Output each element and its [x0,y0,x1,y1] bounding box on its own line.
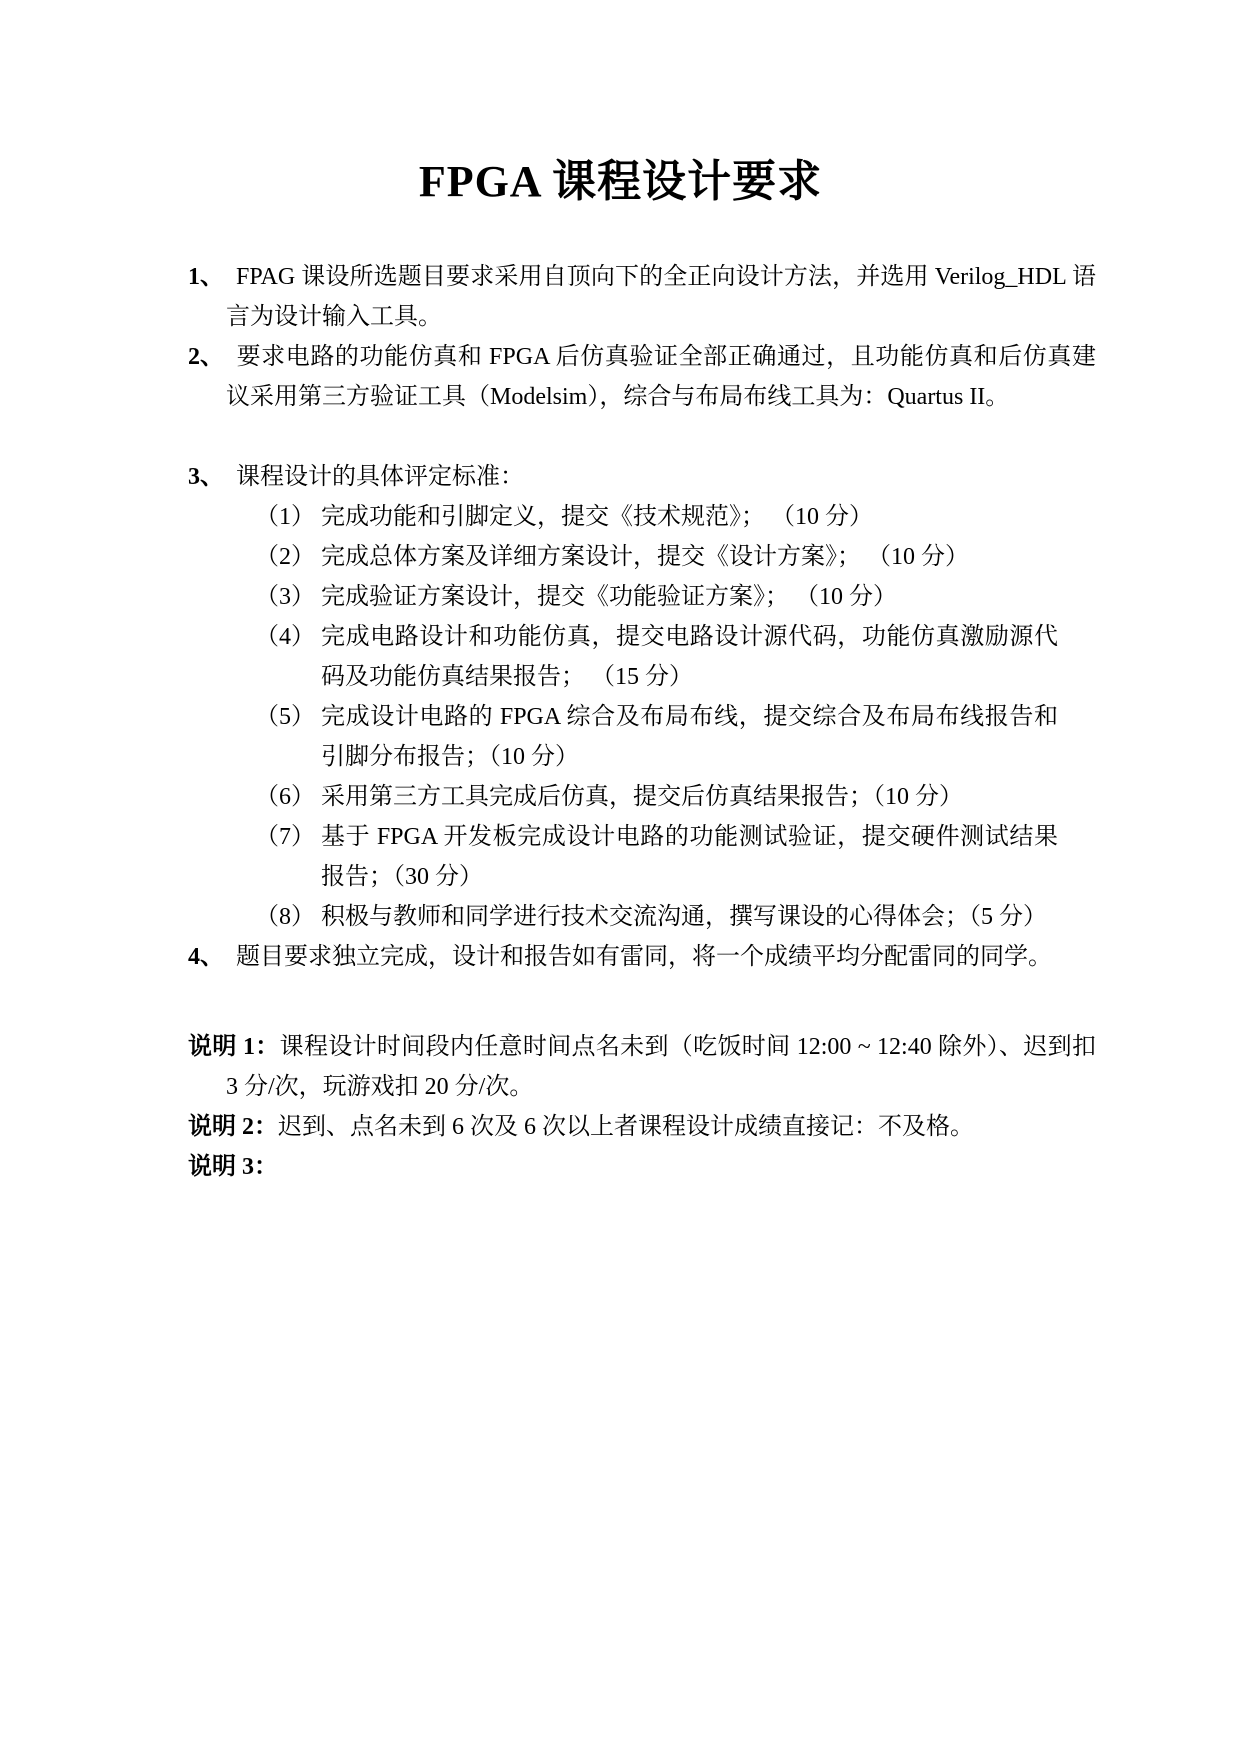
criteria-item-4 [255,617,1058,697]
requirement-text: FPAG 课设所选题目要求采用自顶向下的全正向设计方法，并选用 Verilog_HDL 语言为设计输入工具。 [226,264,1096,330]
requirement-number: 4、 [188,944,224,970]
note-item-3 [188,1147,1058,1187]
criteria-item-3 [255,577,1058,617]
criteria-label: （4） [255,624,315,650]
note-label: 说明 1： [188,1034,280,1060]
note-item-1 [188,1027,1096,1107]
criteria-item-6 [255,777,1058,817]
requirement-item-4 [188,937,1096,977]
requirement-number: 1、 [188,264,224,290]
criteria-text: 积极与教师和同学进行技术交流沟通，撰写课设的心得体会；（5 分） [321,904,1047,930]
criteria-text: 完成电路设计和功能仿真，提交电路设计源代码，功能仿真激励源代码及功能仿真结果报告； （15 分） [321,624,1058,690]
criteria-text: 采用第三方工具完成后仿真，提交后仿真结果报告；（10 分） [321,784,963,810]
note-text: 课程设计时间段内任意时间点名未到（吃饭时间 12:00 ~ 12:40 除外）、迟到扣 3 分/次，玩游戏扣 20 分/次。 [226,1034,1096,1100]
criteria-text: 完成总体方案及详细方案设计，提交《设计方案》； （10 分） [321,544,969,570]
requirement-item-1 [188,257,1096,337]
note-item-2 [188,1107,1058,1147]
criteria-text: 完成验证方案设计，提交《功能验证方案》； （10 分） [321,584,897,610]
criteria-item-1 [255,497,1058,537]
requirement-text: 要求电路的功能仿真和 FPGA 后仿真验证全部正确通过，且功能仿真和后仿真建议采用第三方验证工具（Modelsim），综合与布局布线工具为：Quartus II。 [226,344,1096,410]
criteria-label: （7） [255,824,315,850]
requirement-text: 课程设计的具体评定标准： [236,464,524,490]
note-label: 说明 2： [188,1114,278,1140]
requirement-text: 题目要求独立完成，设计和报告如有雷同，将一个成绩平均分配雷同的同学。 [236,944,1052,970]
criteria-label: （2） [255,544,315,570]
criteria-label: （1） [255,504,315,530]
requirement-number: 2、 [188,344,224,370]
criteria-text: 基于 FPGA 开发板完成设计电路的功能测试验证，提交硬件测试结果报告；（30 分） [321,824,1058,890]
note-text: 迟到、点名未到 6 次及 6 次以上者课程设计成绩直接记：不及格。 [278,1114,974,1140]
criteria-text: 完成设计电路的 FPGA 综合及布局布线，提交综合及布局布线报告和引脚分布报告；（10 分） [321,704,1058,770]
criteria-item-5 [255,697,1058,777]
requirement-item-3 [188,457,1096,497]
criteria-label: （3） [255,584,315,610]
note-label: 说明 3： [188,1154,278,1180]
criteria-label: （6） [255,784,315,810]
criteria-item-7 [255,817,1058,897]
criteria-label: （8） [255,904,315,930]
criteria-text: 完成功能和引脚定义，提交《技术规范》； （10 分） [321,504,873,530]
requirement-number: 3、 [188,464,224,490]
criteria-label: （5） [255,704,315,730]
criteria-item-2 [255,537,1058,577]
requirement-item-2 [188,337,1096,417]
criteria-item-8 [255,897,1058,937]
page-title: FPGA 课程设计要求 [418,157,823,206]
